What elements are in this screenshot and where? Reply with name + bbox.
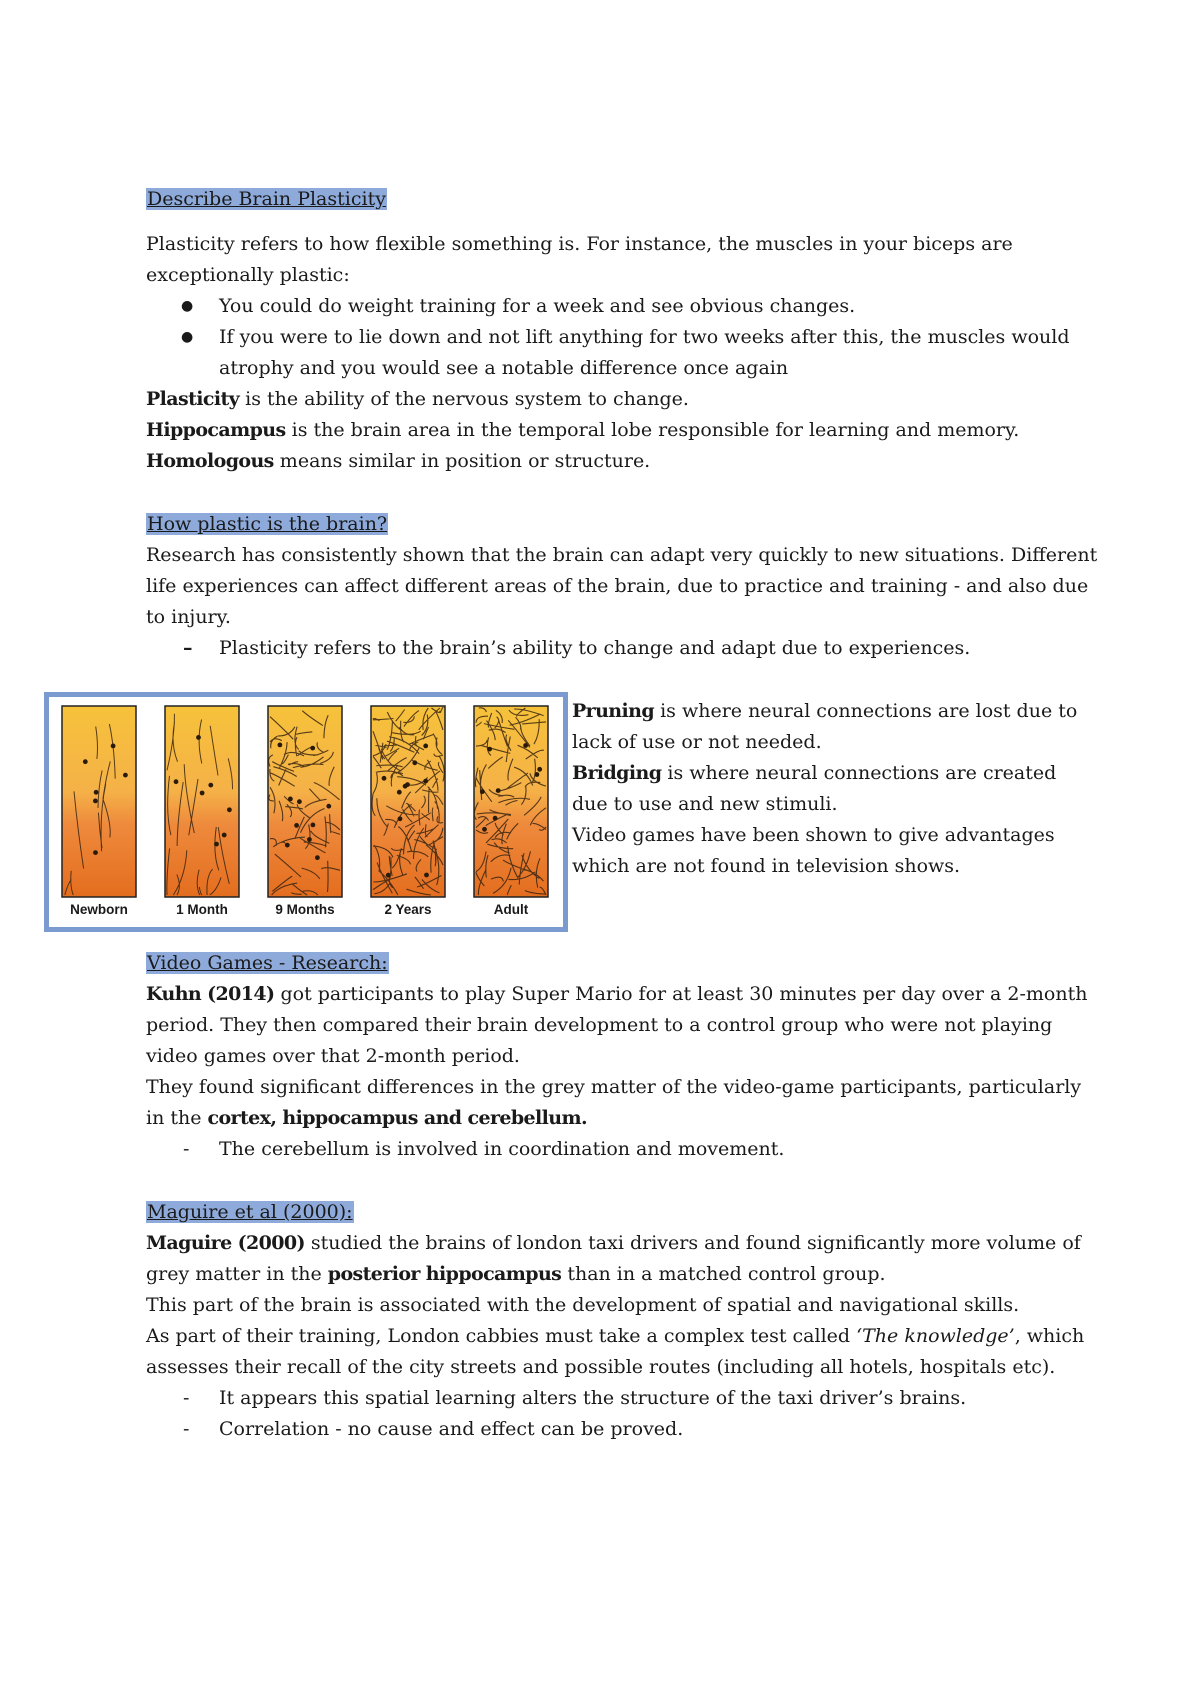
neuron-body bbox=[496, 788, 501, 793]
panel-1-month bbox=[165, 706, 239, 897]
definition-plasticity: Plasticity is the ability of the nervous system to change. bbox=[146, 388, 689, 410]
paragraph-line: Maguire (2000) studied the brains of london taxi drivers and found significantly more volume of bbox=[146, 1232, 1081, 1254]
neuron-body bbox=[487, 747, 492, 752]
neuron-body bbox=[196, 735, 201, 740]
paragraph-line: in the cortex, hippocampus and cerebellum. bbox=[146, 1107, 587, 1129]
neuron-body bbox=[93, 799, 98, 804]
stage-label: 2 Years bbox=[384, 902, 432, 917]
bullet-dot-icon: ● bbox=[181, 329, 194, 345]
neuron-body bbox=[480, 789, 485, 794]
neuron-body bbox=[214, 842, 219, 847]
neuron-body bbox=[83, 759, 88, 764]
neuron-body bbox=[482, 827, 487, 832]
paragraph-line: lack of use or not needed. bbox=[572, 731, 822, 753]
bullet-dash-icon: - bbox=[183, 1138, 190, 1160]
bullet-dash-icon: – bbox=[183, 637, 193, 659]
neuron-body bbox=[423, 779, 428, 784]
neuron-body bbox=[311, 823, 316, 828]
bridging-definition: Bridging is where neural connections are created bbox=[572, 762, 1057, 784]
bullet-dash-icon: - bbox=[183, 1418, 190, 1440]
paragraph-line: exceptionally plastic: bbox=[146, 264, 350, 286]
paragraph-line: Kuhn (2014) got participants to play Super Mario for at least 30 minutes per day over a 2-month bbox=[146, 983, 1088, 1005]
neuron-body bbox=[123, 773, 128, 778]
panel-newborn bbox=[62, 706, 136, 897]
neuron-body bbox=[398, 816, 403, 821]
pruning-definition: Pruning is where neural connections are lost due to bbox=[572, 700, 1078, 722]
stage-label: 1 Month bbox=[176, 902, 228, 917]
paragraph-line: video games over that 2-month period. bbox=[146, 1045, 520, 1067]
paragraph-line: grey matter in the posterior hippocampus than in a matched control group. bbox=[146, 1263, 886, 1285]
paragraph-line: due to use and new stimuli. bbox=[572, 793, 838, 815]
list-item: You could do weight training for a week and see obvious changes. bbox=[219, 295, 856, 317]
stage-label: Adult bbox=[493, 902, 529, 917]
neuron-body bbox=[315, 855, 320, 860]
neuron-body bbox=[412, 760, 417, 765]
section-heading-maguire: Maguire et al (2000): bbox=[147, 1201, 353, 1223]
neuron-body bbox=[397, 790, 402, 795]
neuron-body bbox=[278, 743, 283, 748]
neuron-body bbox=[297, 799, 302, 804]
list-item: Correlation - no cause and effect can be proved. bbox=[219, 1418, 684, 1440]
paragraph-line: As part of their training, London cabbies must take a complex test called ‘The knowledge’, which bbox=[146, 1325, 1085, 1347]
neuron-body bbox=[382, 776, 387, 781]
neuron-body bbox=[535, 772, 540, 777]
neuron-body bbox=[424, 873, 429, 878]
neuron-body bbox=[94, 790, 99, 795]
neuron-body bbox=[493, 816, 498, 821]
list-item: It appears this spatial learning alters the structure of the taxi driver’s brains. bbox=[219, 1387, 967, 1409]
definition-hippocampus: Hippocampus is the brain area in the temporal lobe responsible for learning and memory. bbox=[146, 419, 1020, 441]
neuron-body bbox=[537, 767, 542, 772]
stage-label: Newborn bbox=[70, 902, 128, 917]
paragraph-line: to injury. bbox=[146, 606, 231, 628]
list-item: If you were to lie down and not lift anything for two weeks after this, the muscles would bbox=[219, 326, 1070, 348]
section-heading-how-plastic: How plastic is the brain? bbox=[147, 513, 388, 535]
neuron-body bbox=[208, 783, 213, 788]
paragraph-line: assesses their recall of the city streets and possible routes (including all hotels, hospitals etc). bbox=[146, 1356, 1056, 1378]
bullet-dot-icon: ● bbox=[181, 298, 194, 314]
neuron-body bbox=[523, 743, 528, 748]
stage-label: 9 Months bbox=[275, 902, 335, 917]
neuron-body bbox=[288, 797, 293, 802]
neuron-body bbox=[307, 837, 312, 842]
neuron-body bbox=[174, 779, 179, 784]
neuron-body bbox=[200, 791, 205, 796]
neuron-body bbox=[405, 782, 410, 787]
neuron-body bbox=[111, 744, 116, 749]
neuron-body bbox=[222, 833, 227, 838]
paragraph-line: Plasticity refers to how flexible something is. For instance, the muscles in your biceps are bbox=[146, 233, 1013, 255]
paragraph-line: Research has consistently shown that the brain can adapt very quickly to new situations. Different bbox=[146, 544, 1098, 566]
section-heading-video-games: Video Games - Research: bbox=[147, 952, 388, 974]
list-item: The cerebellum is involved in coordination and movement. bbox=[219, 1138, 785, 1160]
neuron-body bbox=[423, 744, 428, 749]
paragraph-line: This part of the brain is associated with the development of spatial and navigational skills. bbox=[146, 1294, 1020, 1316]
neuron-body bbox=[294, 823, 299, 828]
paragraph-line: which are not found in television shows. bbox=[572, 855, 961, 877]
paragraph-line: They found significant differences in the grey matter of the video-game participants, particularly bbox=[146, 1076, 1082, 1098]
paragraph-line: life experiences can affect different areas of the brain, due to practice and training - and also due bbox=[146, 575, 1089, 597]
section-heading-plasticity: Describe Brain Plasticity bbox=[147, 188, 386, 210]
neuron-body bbox=[326, 804, 331, 809]
paragraph-line: Video games have been shown to give advantages bbox=[572, 824, 1055, 846]
neural-development-illustration bbox=[49, 697, 563, 927]
neural-development-figure bbox=[44, 692, 568, 932]
neuron-body bbox=[310, 746, 315, 751]
neuron-body bbox=[285, 843, 290, 848]
definition-homologous: Homologous means similar in position or structure. bbox=[146, 450, 651, 472]
neuron-body bbox=[227, 807, 232, 812]
neuron-body bbox=[93, 850, 98, 855]
list-item: Plasticity refers to the brain’s ability to change and adapt due to experiences. bbox=[219, 637, 971, 659]
bullet-dash-icon: - bbox=[183, 1387, 190, 1409]
list-item-continuation: atrophy and you would see a notable difference once again bbox=[219, 357, 789, 379]
neuron-body bbox=[386, 873, 391, 878]
paragraph-line: period. They then compared their brain development to a control group who were not playing bbox=[146, 1014, 1053, 1036]
